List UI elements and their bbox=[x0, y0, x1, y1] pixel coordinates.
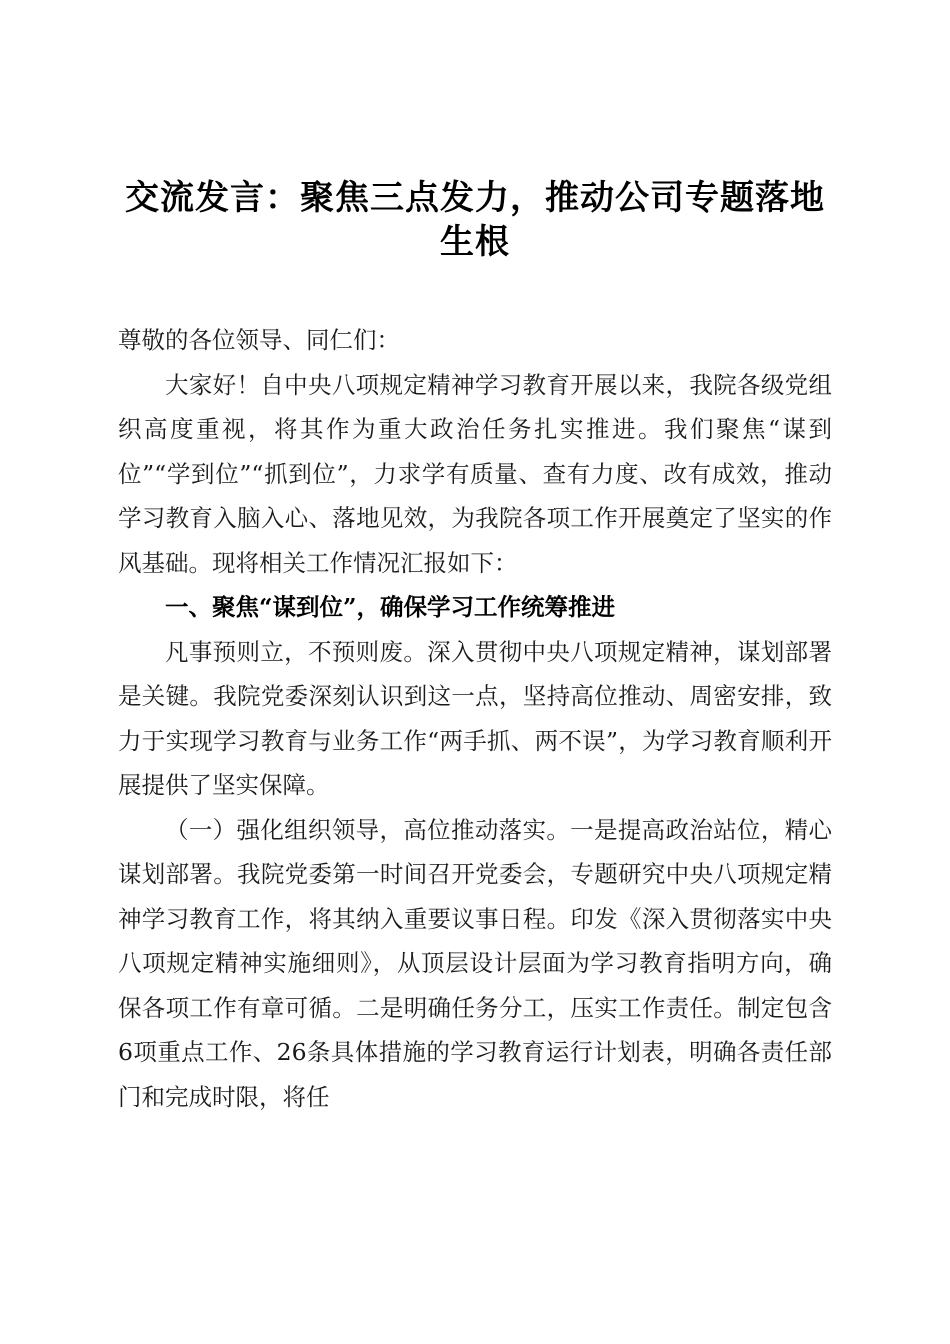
document-body bbox=[118, 318, 832, 1119]
document-title: 交流发言：聚焦三点发力，推动公司专题落地生根 bbox=[125, 178, 825, 262]
section-paragraph: 凡事预则立，不预则废。深入贯彻中央八项规定精神，谋划部署是关键。我院党委深刻认识到这一点，坚持高位推动、周密安排，致力于实现学习教育与业务工作“两手抓、两不误”，为学习教育顺利开展提供了坚实保障。 bbox=[118, 637, 832, 799]
greeting-line: 尊敬的各位领导、同仁们： bbox=[118, 326, 400, 354]
section-heading: 一、聚焦“谋到位”，确保学习工作统筹推进 bbox=[165, 593, 616, 621]
subsection-paragraph: （一）强化组织领导，高位推动落实。一是提高政治站位，精心谋划部署。我院党委第一时间召开党委会，专题研究中央八项规定精神学习教育工作，将其纳入重要议事日程。印发《深入贯彻落实中央八项规定精神实施细则》，从顶层设计层面为学习教育指明方向，确保各项工作有章可循。二是明确任务分工，压实工作责任。制定包含6项重点工作、26条具体措施的学习教育运行计划表，明确各责任部门和完成时限，将任 bbox=[118, 815, 832, 1111]
intro-paragraph: 大家好！自中央八项规定精神学习教育开展以来，我院各级党组织高度重视，将其作为重大政治任务扎实推进。我们聚焦“谋到位”“学到位”“抓到位”，力求学有质量、查有力度、改有成效，推动学习教育入脑入心、落地见效，为我院各项工作开展奠定了坚实的作风基础。现将相关工作情况汇报如下： bbox=[118, 370, 832, 577]
